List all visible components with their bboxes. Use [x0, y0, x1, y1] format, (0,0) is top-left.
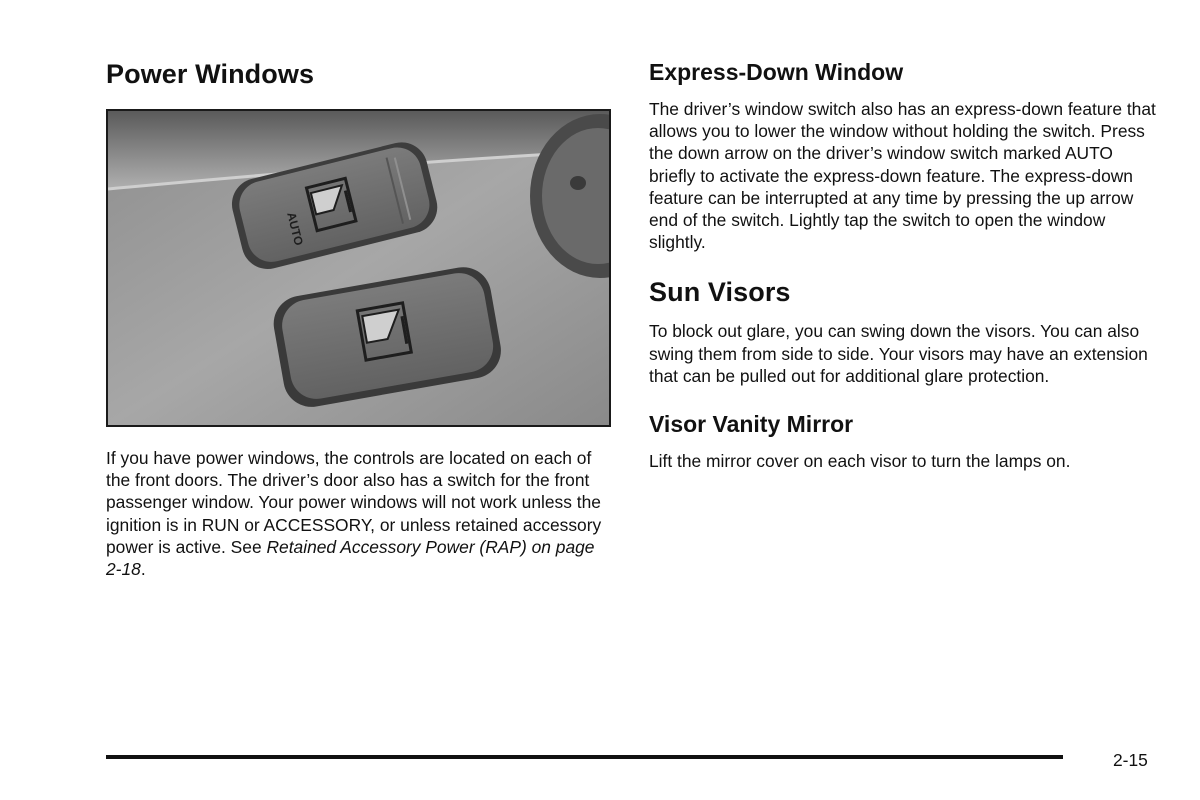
right-column	[649, 56, 1159, 472]
left-column	[106, 56, 611, 580]
end-punct: .	[140, 559, 146, 580]
footer-rule	[106, 755, 1063, 759]
power-windows-body: If you have power windows, the controls are located on each of the front doors. The driver’s door also has a switch for the front passenger window. Your power windows will not work unless the ignition is in RUN or ACCESSORY, or unless retained accessory power is active. See	[106, 448, 602, 557]
express-down-text: The driver’s window switch also has an express-down feature that allows you to lower the window without holding the switch. Press the down arrow on the driver’s window switch marked AUTO briefly to activate the express-down feature. The express-down feature can be interrupted at any time by pressing the up arrow end of the switch. Lightly tap the switch to open the window slightly.	[649, 99, 1156, 253]
power-windows-heading: Power Windows	[106, 59, 315, 89]
visor-vanity-mirror-heading: Visor Vanity Mirror	[649, 411, 854, 438]
rap-reference: Retained Accessory Power (RAP) on page 2-18	[106, 536, 595, 580]
power-windows-text	[106, 447, 611, 580]
visor-vanity-mirror-text: Lift the mirror cover on each visor to turn the lamps on.	[649, 451, 1071, 472]
sun-visors-text: To block out glare, you can swing down the visors. You can also swing them from side to side. Your visors may have an extension that can be pulled out for additional glare protection.	[649, 321, 1148, 386]
power-window-switch-photo	[106, 109, 611, 427]
page-number: 2-15	[1113, 750, 1148, 770]
express-down-heading: Express-Down Window	[649, 59, 904, 85]
auto-label: AUTO	[284, 210, 306, 247]
sun-visors-heading: Sun Visors	[649, 277, 791, 308]
